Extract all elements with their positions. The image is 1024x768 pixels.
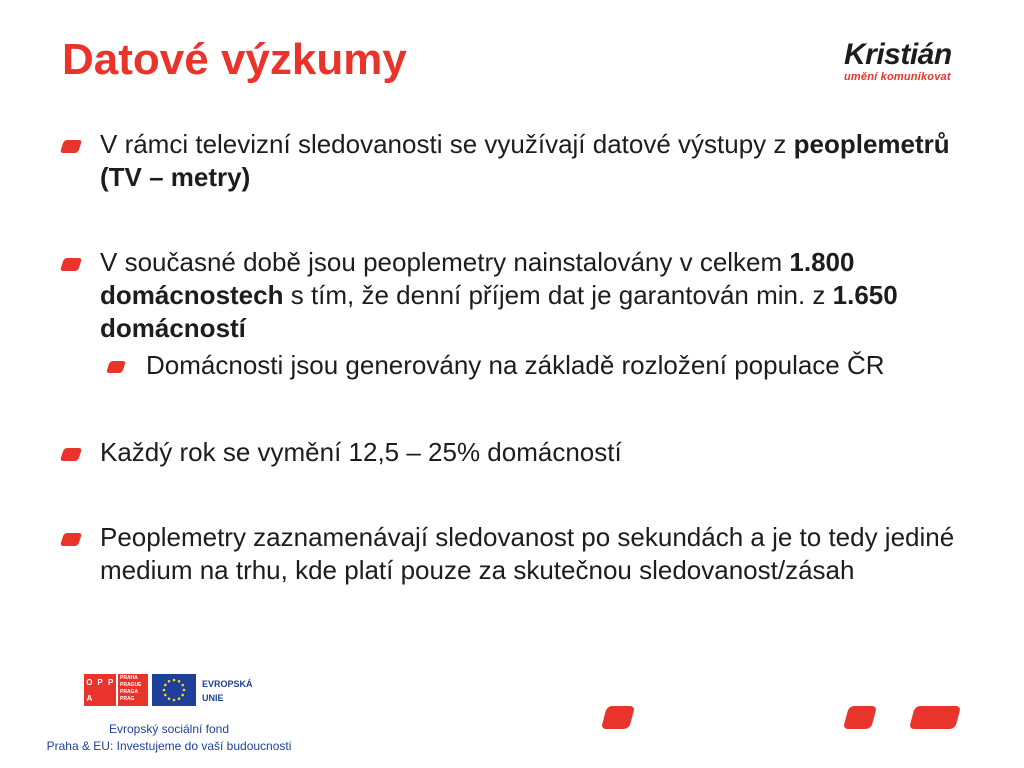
slide-title: Datové výzkumy	[62, 35, 407, 84]
eu-label	[202, 677, 253, 705]
bullet-item	[62, 436, 962, 469]
bullet-marker-icon	[60, 140, 82, 153]
oppa-letter: P	[107, 677, 114, 687]
praha-line: PRAHA	[120, 675, 138, 681]
sub-bullet-item	[108, 349, 962, 382]
bullet-marker-icon	[60, 448, 82, 461]
praha-line: PRAG	[120, 696, 135, 702]
fund-slogan: Praha & EU: Investujeme do vaší budoucnosti	[46, 739, 292, 753]
praha-line: PRAGA	[120, 689, 139, 695]
praha-logo	[118, 674, 148, 706]
bullet-text: Domácnosti jsou generovány na základě rozložení populace ČR	[146, 350, 885, 380]
eu-label-line: EVROPSKÁ	[202, 679, 253, 689]
fund-name: Evropský sociální fond	[108, 722, 230, 736]
bullet-text: Každý rok se vymění 12,5 – 25% domácností	[100, 437, 622, 467]
bullet-bold-text: 1.800 domácnostech	[100, 247, 855, 310]
logo-name: Kristián	[844, 38, 952, 71]
bullet-marker-icon	[106, 361, 126, 373]
bullet-item	[62, 521, 962, 587]
bullet-list	[62, 128, 962, 587]
footer-caption	[24, 721, 314, 755]
kristian-logo	[844, 40, 968, 88]
decorative-block	[843, 706, 877, 729]
oppa-logo	[84, 674, 116, 706]
bullet-text: V současné době jsou peoplemetry nainstalovány v celkem	[100, 247, 790, 277]
decorative-block	[909, 706, 961, 729]
bullet-text: Peoplemetry zaznamenávají sledovanost po sekundách a je to tedy jediné medium na trhu, kde platí pouze za skutečnou sledovanost/zásah	[100, 522, 955, 585]
decorative-block	[601, 706, 635, 729]
bullet-item	[62, 246, 962, 345]
bullet-text: s tím, že denní příjem dat je garantován min. z	[283, 280, 833, 310]
oppa-letter: A	[86, 693, 93, 703]
praha-line: PRAGUE	[120, 682, 142, 688]
oppa-letter: O	[86, 677, 93, 687]
bullet-item	[62, 128, 962, 194]
eu-label-line: UNIE	[202, 693, 224, 703]
eu-flag-icon	[152, 674, 196, 706]
oppa-letter: P	[97, 677, 103, 687]
bullet-bold-text: peoplemetrů (TV – metry)	[100, 129, 950, 192]
bullet-marker-icon	[60, 533, 82, 546]
bullet-bold-text: 1.650 domácností	[100, 280, 898, 343]
bullet-text: V rámci televizní sledovanosti se využívají datové výstupy z	[100, 129, 794, 159]
logo-tagline: umění komunikovat	[844, 71, 951, 83]
eu-stars-icon	[152, 674, 196, 706]
bullet-marker-icon	[60, 258, 82, 271]
